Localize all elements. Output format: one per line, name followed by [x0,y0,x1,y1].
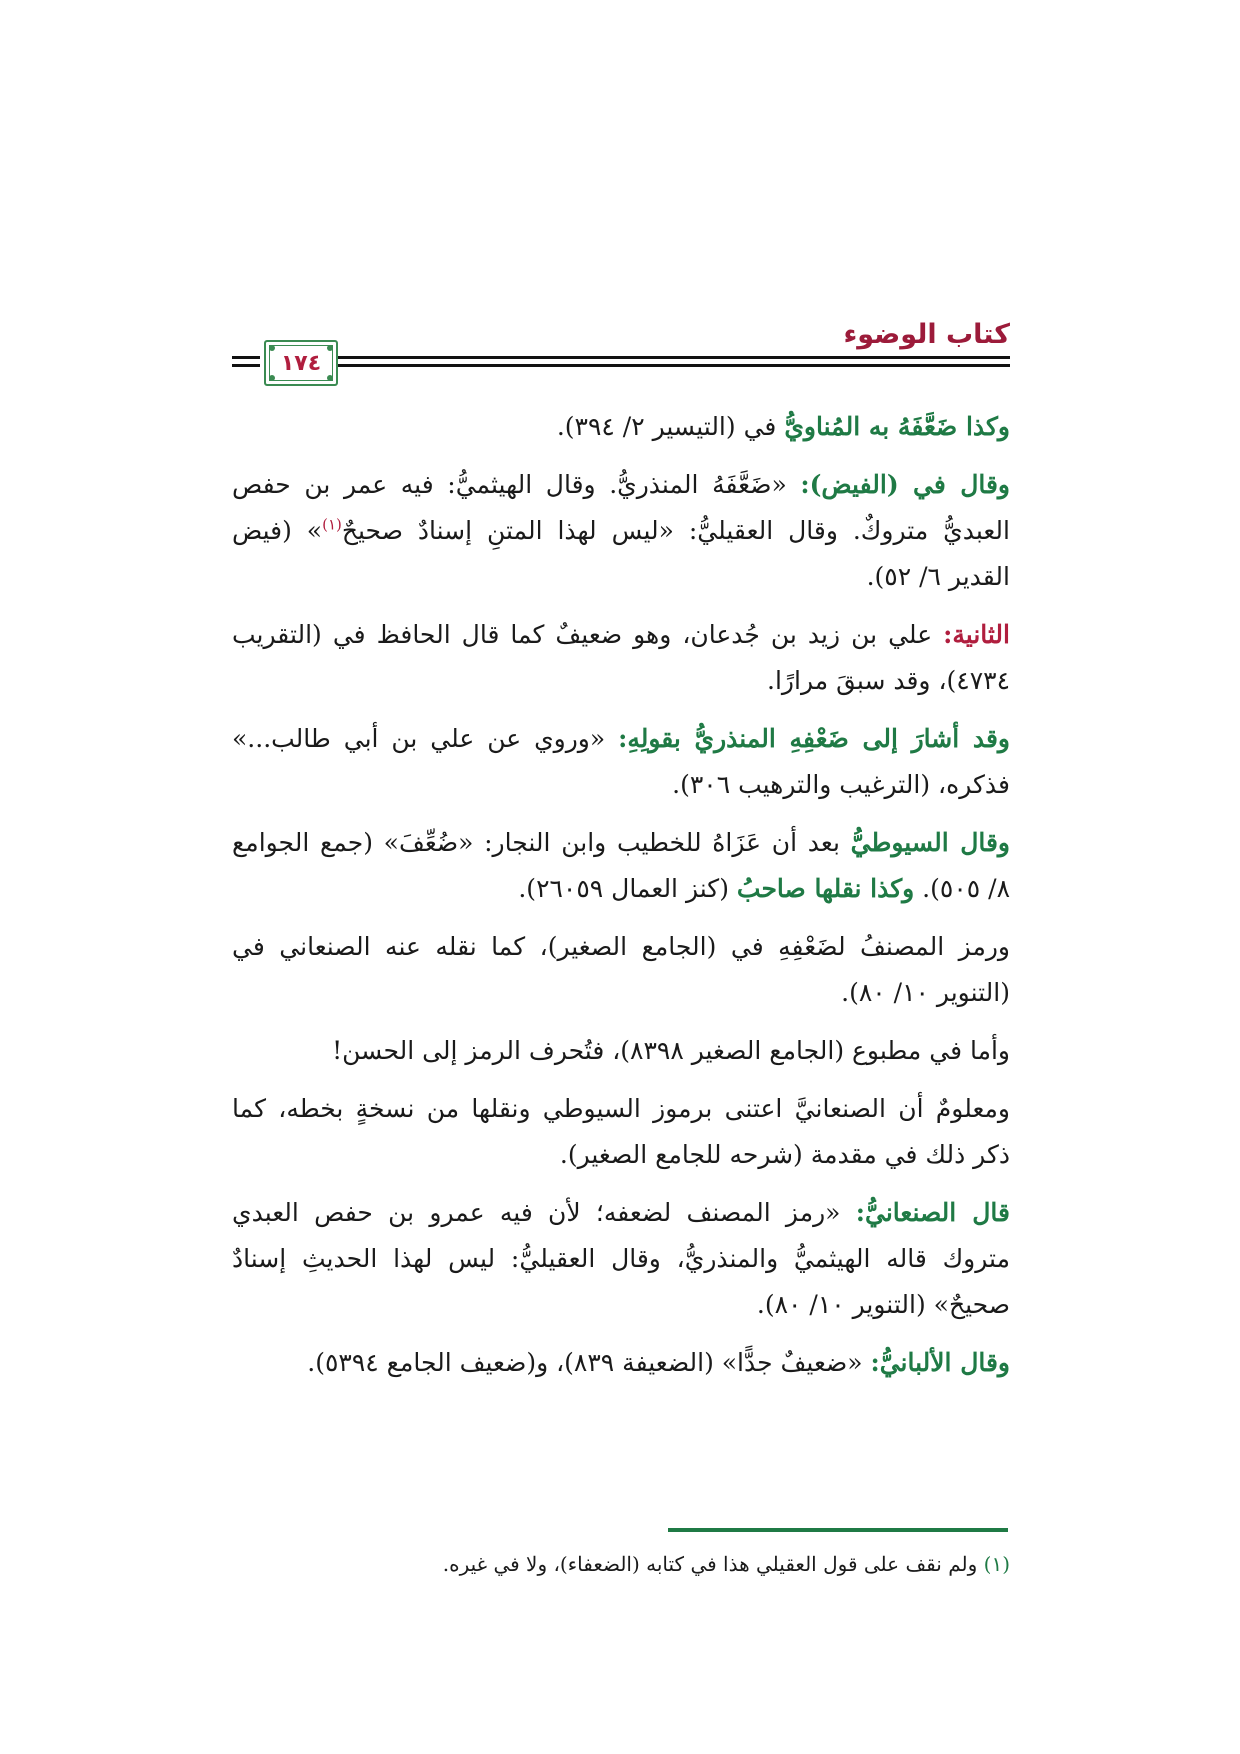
paragraph-text: بعد أن عَزَاهُ للخطيب وابن النجار: «ضُعِّفَ» (جمع الجوامع ٨/ ٥٠٥). [232,828,1010,903]
main-text [232,404,1010,1398]
paragraph-text: «ضعيفٌ جدًّا» (الضعيفة ٨٣٩)، و(ضعيف الجامع ٥٣٩٤). [307,1348,871,1377]
footnote-ref[interactable]: (١) [322,515,342,534]
paragraph-text: » (فيض القدير ٦/ ٥٢). [232,516,1010,591]
paragraph [232,924,1010,1016]
header-rule-bottom [338,364,1010,367]
book-title: كتاب الوضوء [843,319,1010,350]
paragraph-lead: قال الصنعانيُّ: [855,1198,1010,1227]
header-rule-top [338,356,1010,359]
paragraph-lead: وكذا نقلها صاحبُ [736,874,915,903]
paragraph-text: «ضَعَّفَهُ المنذريُّ. وقال الهيثميُّ: فيه عمر بن حفص العبديُّ متروكٌ. وقال العقيليُّ: «ليس لهذا المتنِ إسنادٌ صحيحٌ [232,470,1010,545]
paragraph-text: «رمز المصنف لضعفه؛ لأن فيه عمرو بن حفص العبدي متروك قاله الهيثميُّ والمنذريُّ، وقال العقيليُّ: ليس لهذا الحديثِ إسنادٌ صحيحٌ» (التنوير ١٠/ ٨٠). [232,1198,1010,1319]
paragraph [232,716,1010,808]
paragraph [232,612,1010,704]
paragraph [232,1190,1010,1328]
header-rule-left-bottom [232,364,260,367]
paragraph [232,1028,1010,1074]
page-header [232,318,1010,398]
footnote-text: ولم نقف على قول العقيلي هذا في كتابه (الضعفاء)، ولا في غيره. [442,1552,984,1576]
footnote [232,1548,1010,1580]
ornament-icon [269,345,275,351]
footnote-number: (١) [983,1552,1010,1576]
paragraph-lead: وقد أشارَ إلى ضَعْفِهِ المنذريُّ بقولِهِ: [618,724,1011,753]
paragraph-lead: وقال الألبانيُّ: [870,1348,1010,1377]
paragraph-text: في (التيسير ٢/ ٣٩٤). [556,412,785,441]
footnote-divider [668,1528,1008,1532]
page-number-badge [264,340,338,386]
ornament-icon [327,375,333,381]
page-number: ١٧٤ [280,350,322,376]
paragraph-text: (كنز العمال ٢٦٠٥٩). [518,874,737,903]
paragraph [232,462,1010,600]
header-rule-left-top [232,356,260,359]
paragraph [232,1340,1010,1386]
paragraph-lead: وكذا ضَعَّفَهُ به المُناويُّ [784,412,1010,441]
paragraph-lead: وقال السيوطيُّ [850,828,1010,857]
paragraph-text: «وروي عن علي بن أبي طالب...» فذكره، (الترغيب والترهيب ٣٠٦). [232,724,1010,799]
paragraph [232,1086,1010,1178]
paragraph-lead: الثانية: [943,620,1010,649]
paragraph [232,820,1010,912]
ornament-icon [269,375,275,381]
paragraph-lead: وقال في (الفيض): [800,470,1010,499]
paragraph-text: ورمز المصنفُ لضَعْفِهِ في (الجامع الصغير)، كما نقله عنه الصنعاني في (التنوير ١٠/ ٨٠). [232,932,1010,1007]
ornament-icon [327,345,333,351]
paragraph-text: علي بن زيد بن جُدعان، وهو ضعيفٌ كما قال الحافظ في (التقريب ٤٧٣٤)، وقد سبقَ مرارًا. [232,620,1010,695]
paragraph-text: وأما في مطبوع (الجامع الصغير ٨٣٩٨)، فتُحرف الرمز إلى الحسن! [332,1036,1010,1065]
paragraph [232,404,1010,450]
paragraph-text: ومعلومٌ أن الصنعانيَّ اعتنى برموز السيوطي ونقلها من نسخةٍ بخطه، كما ذكر ذلك في مقدمة (شرحه للجامع الصغير). [232,1094,1010,1169]
